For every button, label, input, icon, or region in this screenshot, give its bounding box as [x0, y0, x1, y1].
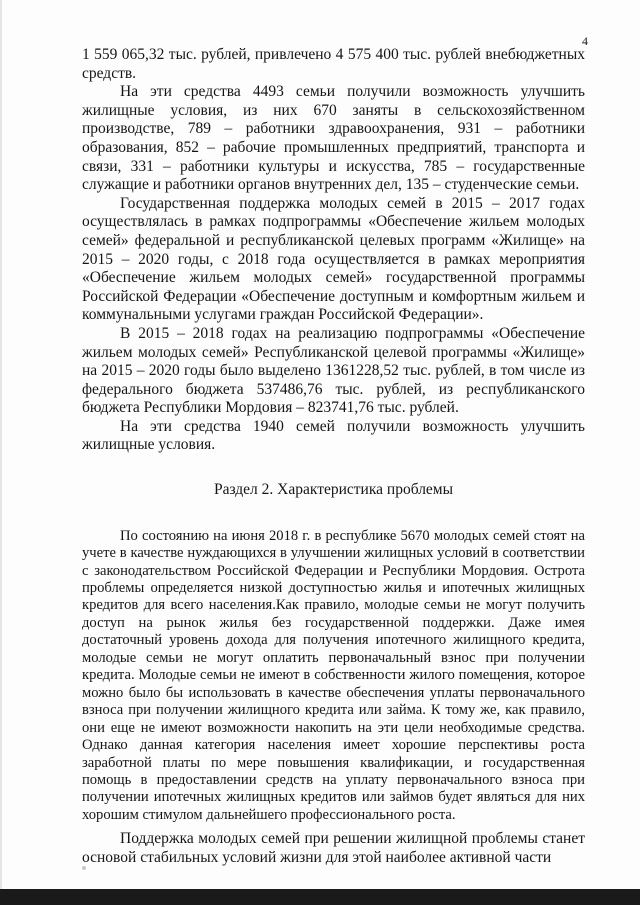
paragraph-state-support: Государственная поддержка молодых семей в 2015 – 2017 годах осуществлялась в рамках подпрограммы «Обеспечение жильем молодых семей» федеральной и республиканской целевых программ «Жилище» на 2015 – 2020 годы, с 2018 года осуществляется в рамках мероприятия «Обеспечение жильем молодых семей» государственной программы Российской Федерации «Обеспечение доступным и комфортным жильем и коммунальными услугами граждан Российской Федерации». [82, 194, 585, 324]
scan-dot-mark [82, 866, 86, 870]
paragraph-funding-continued: 1 559 065,32 тыс. рублей, привлечено 4 575 400 тыс. рублей внебюджетных средств. [82, 46, 585, 82]
paragraph-support-conclusion: Поддержка молодых семей при решении жилищной проблемы станет основой стабильных условий жизни для этой наиболее активной части [82, 830, 585, 866]
paragraph-families-improved: На эти средства 4493 семьи получили возможность улучшить жилищные условия, из них 670 заняты в сельскохозяйственном производстве, 789 – работники здравоохранения, 931 – работники образования, 852 – рабочие промышленных предприятий, транспорта и связи, 331 – работники культуры и искусства, 785 – государственные служащие и работники органов внутренних дел, 135 – студенческие семьи. [82, 83, 585, 194]
document-body [82, 46, 585, 868]
section-heading: Раздел 2. Характеристика проблемы [213, 481, 454, 499]
paragraph-families-1940: На эти средства 1940 семей получили возможность улучшить жилищные условия. [82, 417, 585, 454]
paragraph-problem-description: По состоянию на июня 2018 г. в республике 5670 молодых семей стоят на учете в качестве нуждающихся в улучшении жилищных условий в соответствии с законодательством Российской Федерации и Республики Мордовия. Острота проблемы определяется низкой доступностью жилья и ипотечных жилищных кредитов для всего населения.Как правило, молодые семьи не могут получить доступ на рынок жилья без государственной поддержки. Даже имея достаточный уровень дохода для получения ипотечного жилищного кредита, молодые семьи не могут оплатить первоначальный взнос при получении кредита. Молодые семьи не имеют в собственности жилого помещения, которое можно было бы использовать в качестве обеспечения уплаты первоначального взноса при получении жилищного кредита или займа. К тому же, как правило, они еще не имеют возможности накопить на эти цели необходимые средства. Однако данная категория населения имеет хорошие перспективы роста заработной платы по мере повышения квалификации, и государственная помощь в предоставлении средств на уплату первоначального взноса при получении ипотечных жилищных кредитов или займов будет являться для них хорошим стимулом дальнейшего профессионального роста. [82, 527, 585, 823]
scan-left-edge [0, 0, 2, 905]
paragraph-subprogram-funding: В 2015 – 2018 годах на реализацию подпрограммы «Обеспечение жильем молодых семей» Республиканской целевой программы «Жилище» на 2015 – 2020 годы было выделено 1361228,52 тыс. рублей, в том числе из федерального бюджета 537486,76 тыс. рублей, из республиканского бюджета Республики Мордовия – 823741,76 тыс. рублей. [82, 324, 585, 417]
scan-bottom-edge [0, 889, 640, 905]
page-number: 4 [582, 34, 588, 48]
